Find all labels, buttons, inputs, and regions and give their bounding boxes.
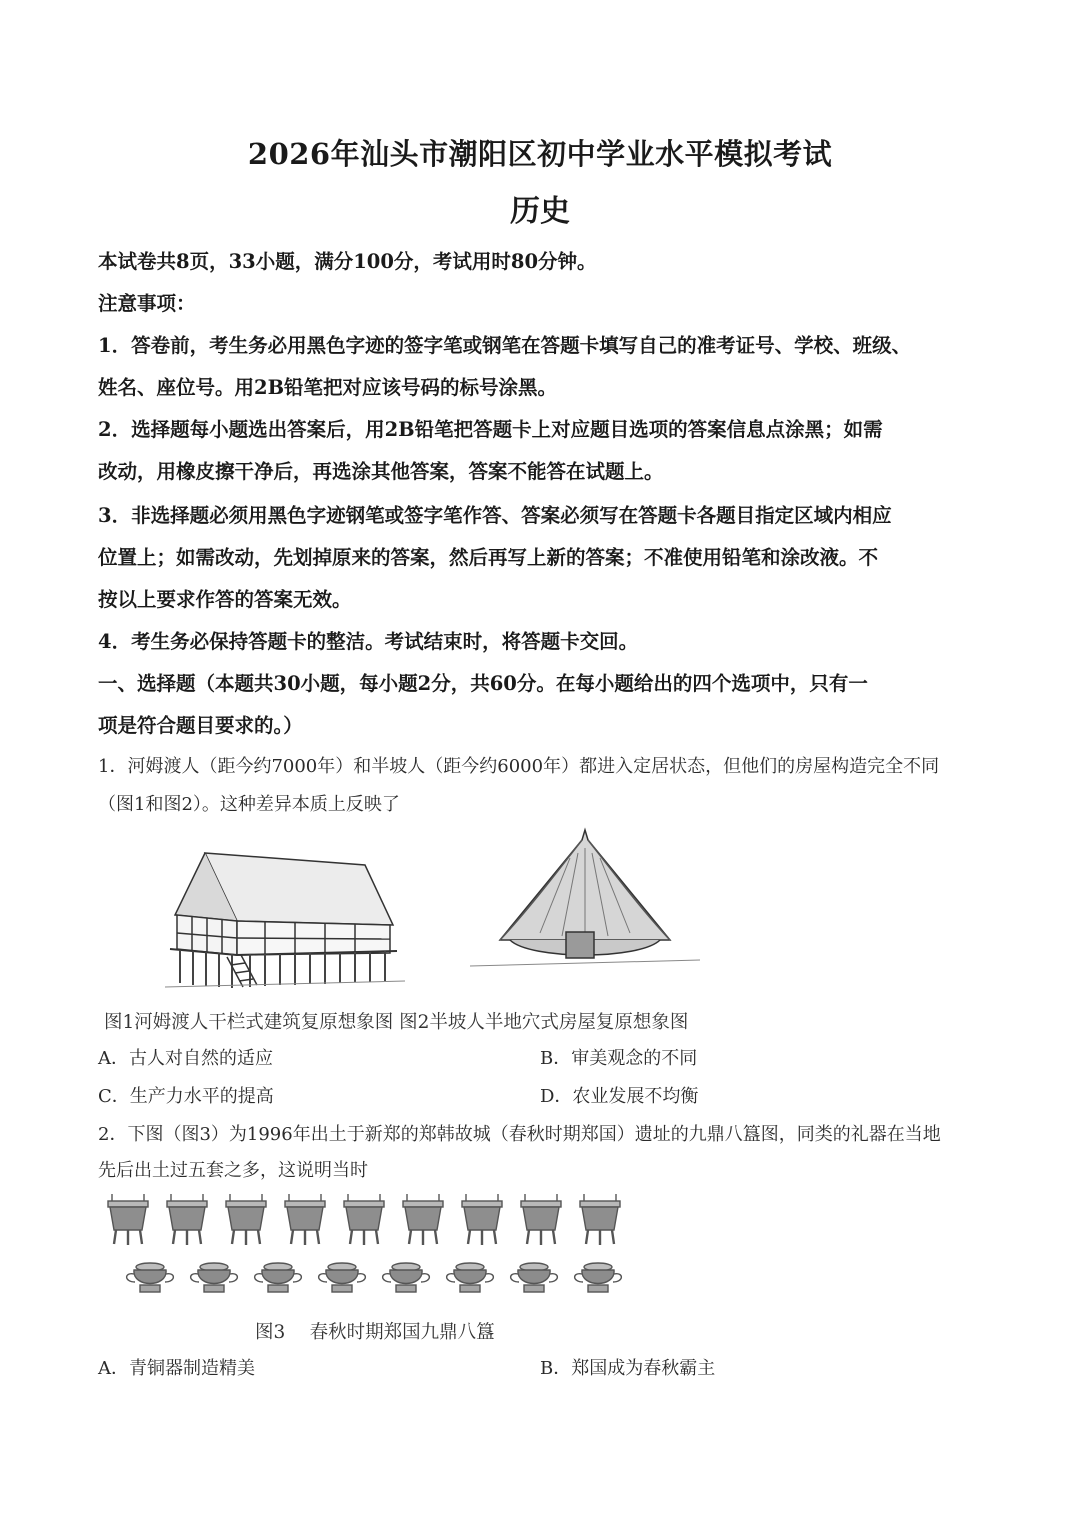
section-heading: 一、选择题（本题共30小题，每小题2分，共60分。在每小题给出的四个选项中，只有一	[98, 672, 868, 695]
gui-vessel-icon	[319, 1263, 366, 1292]
notice-line: 1．答卷前，考生务必用黑色字迹的签字笔或钢笔在答题卡填写自己的准考证号、学校、班级、	[98, 334, 912, 357]
ding-vessel-icon	[167, 1194, 207, 1245]
ding-vessel-icon	[108, 1194, 148, 1245]
question-2-option-a: A．青铜器制造精美	[98, 1358, 255, 1379]
ding-vessel-icon	[344, 1194, 384, 1245]
question-1-stem: 1．河姆渡人（距今约7000年）和半坡人（距今约6000年）都进入定居状态，但他们的房屋构造完全不同	[98, 756, 940, 777]
figure-3-caption: 图3 春秋时期郑国九鼎八簋	[255, 1322, 495, 1343]
question-2-stem: 2．下图（图3）为1996年出土于新郑的郑韩故城（春秋时期郑国）遗址的九鼎八簋图，同类的礼器在当地	[98, 1124, 941, 1145]
figure-1-stilt-house-image	[165, 845, 405, 995]
section-heading: 项是符合题目要求的。）	[98, 714, 303, 737]
notice-line: 4．考生务必保持答题卡的整洁。考试结束时，将答题卡交回。	[98, 630, 639, 653]
notice-line: 姓名、座位号。用2B铅笔把对应该号码的标号涂黑。	[98, 376, 558, 399]
ding-vessel-icon	[285, 1194, 325, 1245]
figure-2-pit-house-image	[470, 828, 700, 978]
question-1-option-b: B．审美观念的不同	[540, 1048, 698, 1069]
figure-1-2-caption: 图1河姆渡人干栏式建筑复原想象图 图2半坡人半地穴式房屋复原想象图	[104, 1012, 689, 1033]
gui-vessel-icon	[383, 1263, 430, 1292]
exam-title: 2026年汕头市潮阳区初中学业水平模拟考试	[247, 137, 833, 171]
gui-vessel-icon	[191, 1263, 238, 1292]
subject-title: 历史	[510, 194, 570, 229]
gui-vessel-icon	[447, 1263, 494, 1292]
gui-vessel-icon	[255, 1263, 302, 1292]
ding-vessel-icon	[580, 1194, 620, 1245]
notice-line: 按以上要求作答的答案无效。	[98, 588, 352, 611]
exam-summary: 本试卷共8页，33小题，满分100分，考试用时80分钟。	[98, 250, 597, 273]
question-1-option-d: D．农业发展不均衡	[540, 1086, 699, 1107]
notice-line: 3．非选择题必须用黑色字迹钢笔或签字笔作答、答案必须写在答题卡各题目指定区域内相应	[98, 504, 892, 527]
ding-vessel-icon	[403, 1194, 443, 1245]
notice-line: 改动，用橡皮擦干净后，再选涂其他答案，答案不能答在试题上。	[98, 460, 664, 483]
notice-line: 位置上；如需改动，先划掉原来的答案，然后再写上新的答案；不准使用铅笔和涂改液。不	[98, 546, 879, 569]
gui-vessel-icon	[127, 1263, 174, 1292]
figure-3-vessels-image	[100, 1192, 660, 1307]
question-2-option-b: B．郑国成为春秋霸主	[540, 1358, 716, 1379]
question-1-stem: （图1和图2）。这种差异本质上反映了	[98, 794, 400, 815]
question-1-option-c: C．生产力水平的提高	[98, 1086, 274, 1107]
gui-vessel-icon	[575, 1263, 622, 1292]
question-2-stem: 先后出土过五套之多，这说明当时	[98, 1160, 368, 1181]
notice-line: 2．选择题每小题选出答案后，用2B铅笔把答题卡上对应题目选项的答案信息点涂黑；如需	[98, 418, 883, 441]
ding-vessel-icon	[462, 1194, 502, 1245]
gui-vessel-icon	[511, 1263, 558, 1292]
question-1-option-a: A．古人对自然的适应	[98, 1048, 273, 1069]
ding-vessel-icon	[226, 1194, 266, 1245]
notice-heading: 注意事项：	[98, 292, 196, 315]
ding-vessel-icon	[521, 1194, 561, 1245]
